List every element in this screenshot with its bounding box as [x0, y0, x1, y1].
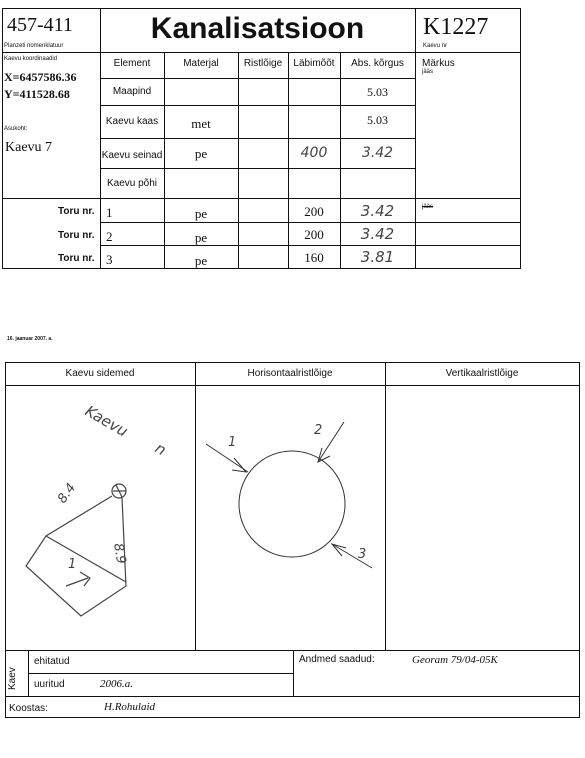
col-header-remark: Märkus	[422, 58, 455, 69]
connections-sketch	[6, 386, 194, 649]
table-row-diameter: 400	[300, 145, 328, 161]
data-source-value: Georam 79/04-05K	[412, 654, 498, 666]
horizontal-section-sketch	[196, 386, 384, 649]
document-date: 16. jaanuar 2007. a.	[7, 336, 53, 342]
pipe-number: 3	[106, 252, 113, 267]
pipe-label-3: 3	[358, 547, 367, 562]
pipe-material: pe	[194, 206, 208, 221]
table-row-element: Kaevu põhi	[106, 178, 158, 189]
table-row-height: 3.42	[361, 145, 394, 161]
pipe-diameter: 200	[304, 227, 324, 242]
coordinates-caption: Kaevu koordinaadid	[4, 56, 58, 62]
sketch-label-nr: n	[152, 438, 170, 460]
col-header-cross-section: Ristlõige	[243, 58, 283, 69]
coordinate-x: X=6457586.36	[4, 70, 77, 84]
sketch-col-vertical: Vertikaalristlõige	[445, 368, 519, 379]
remark-value: jääs	[422, 69, 434, 75]
table-row-height: 5.03	[367, 113, 388, 127]
pipe-material: pe	[194, 230, 208, 245]
nomenclature-number: 457-411	[7, 14, 73, 36]
sketch-col-horizontal: Horisontaalristlõige	[247, 368, 333, 379]
pipe-diameter: 160	[304, 250, 324, 265]
sketch-dimension-1: 8.4	[54, 480, 80, 507]
col-header-height: Abs. kõrgus	[351, 58, 404, 69]
pipe-label: Toru nr.	[58, 206, 95, 217]
table-row-height: 5.03	[367, 85, 388, 99]
kaev-label: Kaev	[7, 667, 18, 690]
table-row-material: met	[191, 116, 211, 131]
location-value: Kaevu 7	[5, 140, 53, 155]
pipe-label-1: 1	[228, 435, 237, 450]
pipe-height: 3.42	[360, 225, 395, 243]
compiler-value: H.Rohulaid	[104, 701, 156, 713]
pipe-material: pe	[194, 253, 208, 268]
location-caption: Asukoht:	[4, 126, 28, 132]
pipe-label-2: 2	[314, 423, 323, 438]
surveyed-value: 2006.a.	[100, 678, 133, 690]
well-code-caption: Kaevu nr	[423, 43, 448, 49]
pipe-height: 3.42	[360, 202, 395, 220]
table-row-element: Maapind	[112, 86, 152, 97]
page-title: Kanalisatsioon	[150, 12, 365, 45]
col-header-material: Materjal	[183, 58, 219, 69]
pipe-height: 3.81	[360, 248, 395, 266]
pipe-number: 1	[106, 205, 113, 220]
sketch-col-connections: Kaevu sidemed	[65, 368, 135, 379]
data-source-label: Andmed saadud:	[299, 654, 375, 665]
col-header-element: Element	[113, 58, 151, 69]
surveyed-label: uuritud	[34, 679, 65, 690]
col-header-diameter: Läbimõõt	[293, 58, 335, 69]
table-row-material: pe	[194, 146, 208, 161]
pipe-label: Toru nr.	[58, 230, 95, 241]
nomenclature-caption: Planzeti nomenklatuur	[4, 43, 64, 49]
coordinate-y: Y=411528.68	[4, 87, 70, 101]
pipe-remark: jääs	[422, 204, 434, 210]
pipe-label: Toru nr.	[58, 253, 95, 264]
built-label: ehitatud	[34, 656, 70, 667]
pipe-diameter: 200	[304, 204, 324, 219]
pipe-number: 2	[106, 229, 113, 244]
table-row-element: Kaevu kaas	[105, 116, 159, 127]
well-code: K1227	[423, 14, 489, 40]
sketch-arrow-label: 1	[68, 557, 77, 572]
sketch-label-kaevu: Kaevu	[82, 401, 131, 441]
table-row-element: Kaevu seinad	[101, 150, 163, 161]
sketch-dimension-2: 8.9	[110, 542, 129, 566]
compiler-label: Koostas:	[9, 703, 48, 714]
